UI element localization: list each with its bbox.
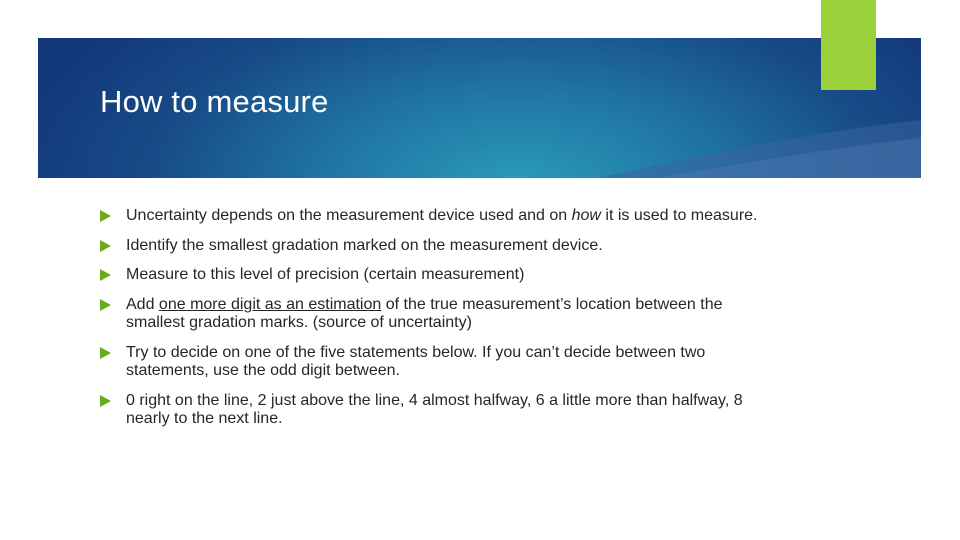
bullet-underlined-phrase: one more digit as an estimation [158,295,382,313]
bullet-item [100,237,760,256]
bullet-item [100,207,760,226]
slide-title: How to measure [100,84,329,119]
triangle-arrow-icon [100,347,111,359]
bullet-text: Try to decide on one of the five statements below. If you can’t decide between two statements, use the odd digit between. [126,343,706,379]
triangle-arrow-icon [100,210,111,222]
bullet-text-part: of the true measurement’s location between the smallest gradation marks. (source of uncertainty) [126,295,723,331]
bullet-text: 0 right on the line, 2 just above the line, 4 almost halfway, 6 a little more than halfway, 8 nearly to the next line. [126,391,743,427]
triangle-arrow-icon [100,269,111,281]
bullet-text-part: Add [126,295,159,313]
bullet-text-part: Uncertainty depends on the measurement device used and on [126,207,572,224]
bullet-text [126,207,760,226]
triangle-arrow-icon [100,240,111,252]
triangle-arrow-icon [100,299,111,311]
bullet-text: Measure to this level of precision (certain measurement) [126,266,525,283]
accent-bar [821,0,876,90]
bullet-text [126,296,760,333]
bullet-text: Identify the smallest gradation marked on the measurement device. [126,236,603,254]
bullet-list [100,207,760,440]
bullet-item [100,344,760,381]
triangle-arrow-icon [100,395,111,407]
bullet-text-part: it is used to measure. [600,207,758,224]
bullet-item [100,392,760,429]
bullet-emphasis: how [571,207,601,224]
bullet-item [100,266,760,285]
bullet-item [100,296,760,333]
